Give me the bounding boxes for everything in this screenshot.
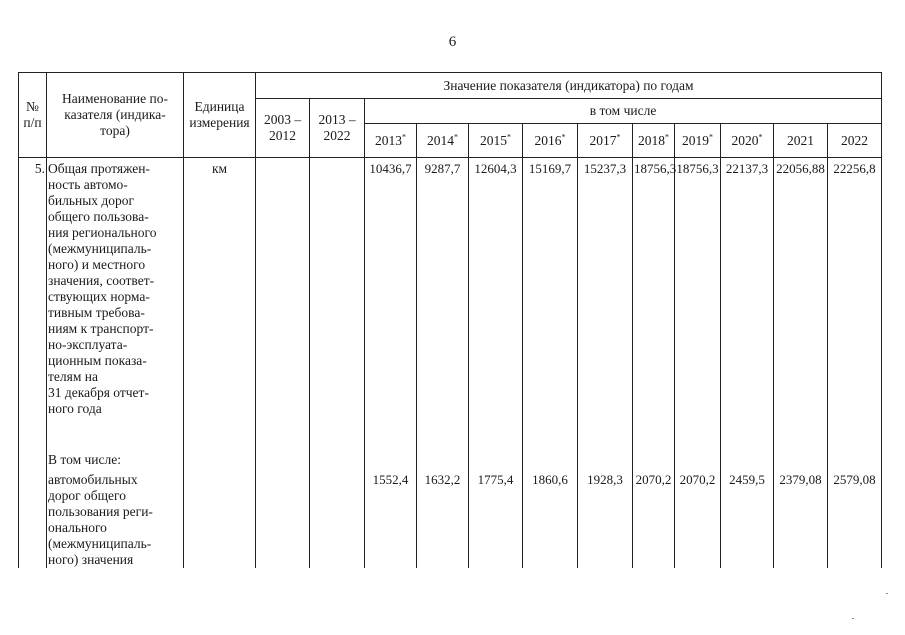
row-value: 15169,7	[523, 158, 578, 449]
row-index: 5.	[19, 158, 47, 449]
header-year: 2015*	[469, 124, 523, 158]
header-period-2013-2022: 2013 – 2022	[310, 99, 365, 158]
empty-cell	[417, 448, 469, 472]
header-row-1	[19, 73, 882, 99]
header-year: 2013*	[365, 124, 417, 158]
row-unit: км	[184, 158, 256, 449]
header-unit: Единица измерения	[184, 73, 256, 158]
row-period-empty	[310, 158, 365, 449]
sub-row-value: 2459,5	[721, 472, 774, 568]
empty-cell	[184, 448, 256, 472]
header-period-2003-2012: 2003 – 2012	[256, 99, 310, 158]
table-row	[19, 472, 882, 568]
table-row-sublabel	[19, 448, 882, 472]
row-value: 10436,7	[365, 158, 417, 449]
header-year: 2022	[828, 124, 882, 158]
header-no: № п/п	[19, 73, 47, 158]
indicators-table	[18, 72, 882, 568]
row-value: 9287,7	[417, 158, 469, 449]
header-year: 2018*	[633, 124, 675, 158]
row-value: 12604,3	[469, 158, 523, 449]
sub-label: В том числе:	[47, 448, 184, 472]
sub-row-value: 2070,2	[633, 472, 675, 568]
empty-cell	[256, 472, 310, 568]
sub-row-value: 1928,3	[578, 472, 633, 568]
row-value: 22137,3	[721, 158, 774, 449]
sub-row-value: 1860,6	[523, 472, 578, 568]
row-value: 18756,3	[633, 158, 675, 449]
header-year: 2016*	[523, 124, 578, 158]
empty-cell	[469, 448, 523, 472]
header-year: 2017*	[578, 124, 633, 158]
empty-cell	[310, 472, 365, 568]
header-including: в том числе	[365, 99, 882, 124]
empty-cell	[578, 448, 633, 472]
empty-cell	[310, 448, 365, 472]
row-value: 15237,3	[578, 158, 633, 449]
row-value: 18756,3	[675, 158, 721, 449]
row-value: 22056,88	[774, 158, 828, 449]
header-values: Значение показателя (индикатора) по годам	[256, 73, 882, 99]
scan-speck	[852, 618, 854, 619]
empty-cell	[184, 472, 256, 568]
empty-cell	[19, 472, 47, 568]
empty-cell	[19, 448, 47, 472]
empty-cell	[774, 448, 828, 472]
sub-row-value: 2579,08	[828, 472, 882, 568]
empty-cell	[721, 448, 774, 472]
empty-cell	[256, 448, 310, 472]
sub-row-value: 2070,2	[675, 472, 721, 568]
sub-row-value: 1552,4	[365, 472, 417, 568]
header-year: 2021	[774, 124, 828, 158]
sub-row-value: 1632,2	[417, 472, 469, 568]
sub-row-value: 1775,4	[469, 472, 523, 568]
row-period-empty	[256, 158, 310, 449]
header-name: Наименование по- казателя (индика- тора)	[47, 73, 184, 158]
row-name: Общая протяжен- ность автомо- бильных дорог общего пользова- ния регионального (межмуниципаль- ного) и местного значения, соответ- ствующих норма- тивным требова- ниям к транспорт- но-эксплуата- ционным показа- телям на 31 декабря отчет- ного года	[47, 158, 184, 449]
table-row	[19, 158, 882, 449]
header-year: 2020*	[721, 124, 774, 158]
empty-cell	[523, 448, 578, 472]
empty-cell	[633, 448, 675, 472]
empty-cell	[675, 448, 721, 472]
header-year: 2014*	[417, 124, 469, 158]
scan-speck	[886, 593, 888, 594]
page-number: 6	[448, 34, 457, 50]
sub-row-value: 2379,08	[774, 472, 828, 568]
empty-cell	[828, 448, 882, 472]
sub-row-name: автомобильных дорог общего пользования реги- онального (межмуниципаль- ного) значения	[47, 472, 184, 568]
row-value: 22256,8	[828, 158, 882, 449]
empty-cell	[365, 448, 417, 472]
header-year: 2019*	[675, 124, 721, 158]
